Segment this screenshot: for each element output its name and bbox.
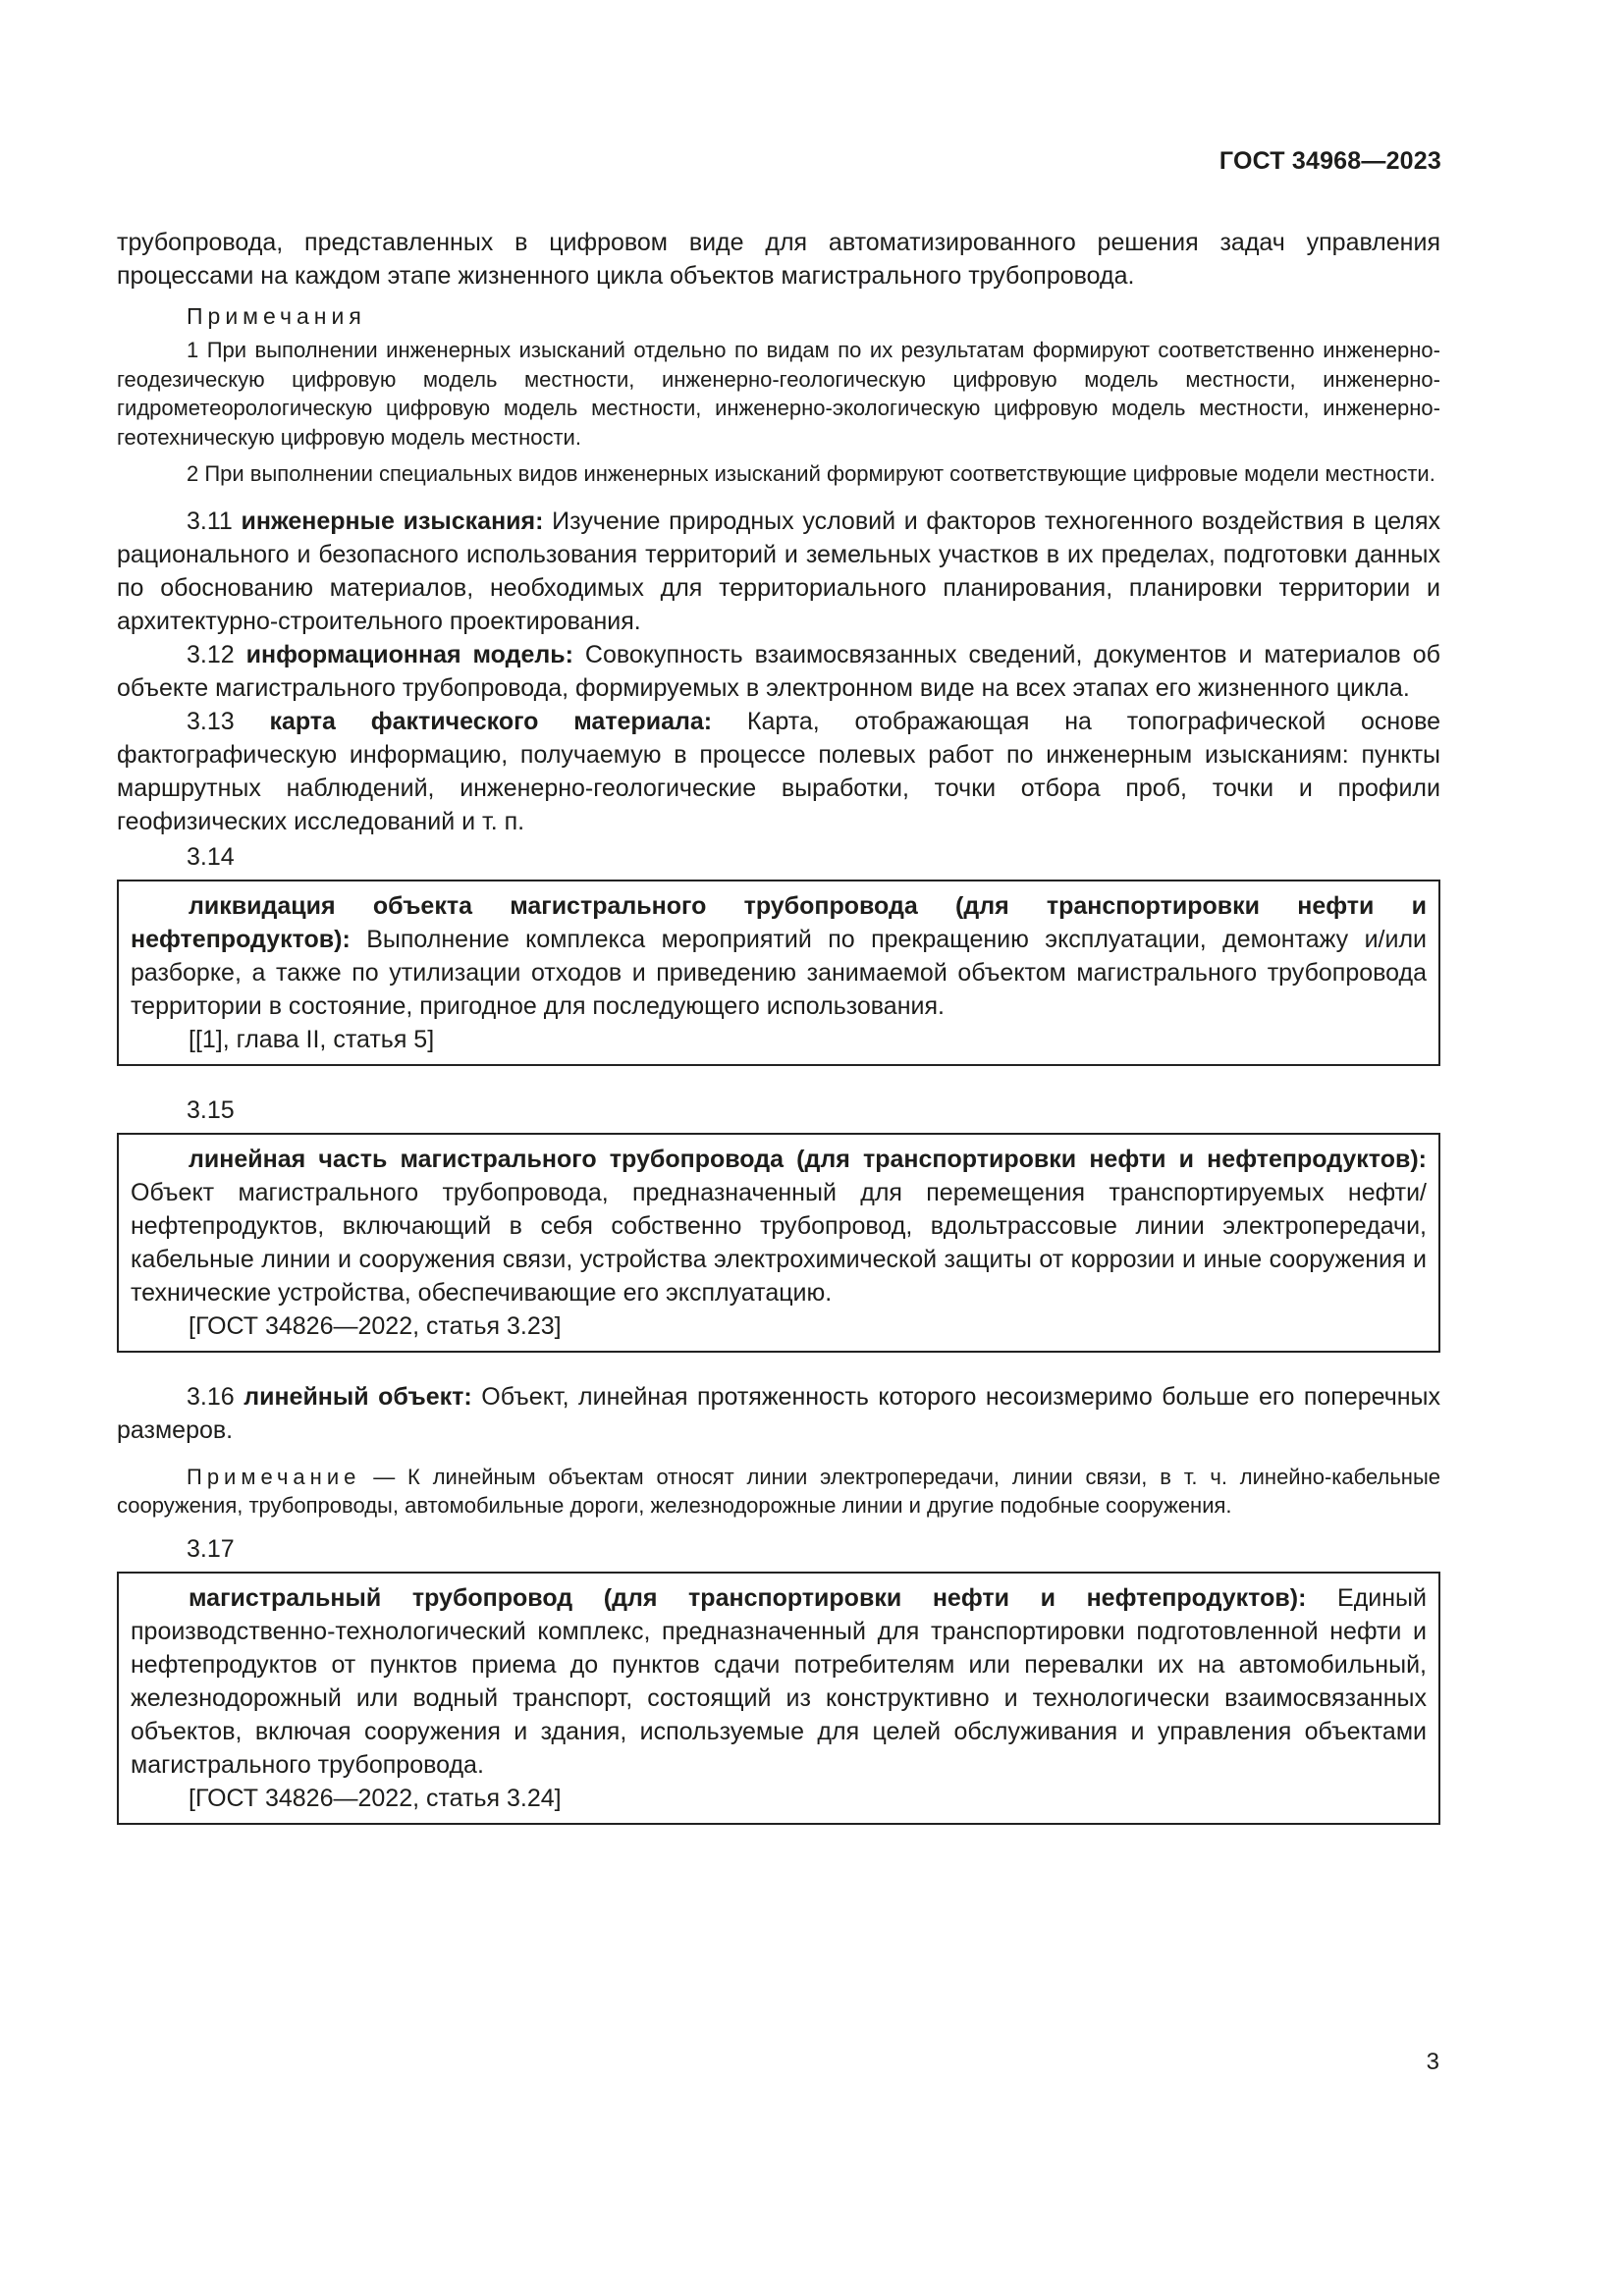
term-definition: Выполнение комплекса мероприятий по прекращению эксплуатации, демонтажу и/или разборке, а также по утилизации отходов и приведению занимаемой объектом магистрального трубопровода территории в состояние, пригодное для последующего использования. bbox=[131, 925, 1427, 1020]
term-source: [[1], глава II, статья 5] bbox=[189, 1025, 435, 1053]
term-title: информационная модель: bbox=[245, 640, 573, 668]
term-3-16 bbox=[117, 1380, 1440, 1447]
term-source: [ГОСТ 34826—2022, статья 3.23] bbox=[189, 1311, 562, 1340]
term-title: карта фактического материала: bbox=[269, 707, 713, 735]
term-title: линейный объект: bbox=[244, 1382, 472, 1411]
term-title: магистральный трубопровод (для транспортировки нефти и нефтепродуктов): bbox=[189, 1583, 1307, 1612]
term-number: 3.16 bbox=[187, 1382, 235, 1411]
term-number-3-17: 3.17 bbox=[187, 1534, 235, 1563]
term-definition: Объект, линейная протяженность которого несоизмеримо больше его поперечных размеров. bbox=[117, 1382, 1441, 1444]
term-source: [ГОСТ 34826—2022, статья 3.24] bbox=[189, 1784, 562, 1812]
term-3-13 bbox=[117, 705, 1440, 838]
term-definition: Карта, отображающая на топографической основе фактографическую информацию, получаемую в процессе полевых работ по инженерным изысканиям: пункты маршрутных наблюдений, инженерно-геологические выработки, точки отбора проб, точки и профили геофизических исследований и т. п. bbox=[117, 707, 1440, 835]
term-3-12 bbox=[117, 638, 1440, 705]
term-definition: Объект магистрального трубопровода, предназначенный для перемещения транспортируемых нефти/нефтепродуктов, включающий в себя собственно трубопровод, вдольтрассовые линии электропередачи, кабельные линии и сооружения связи, устройства электрохимической защиты от коррозии и иные сооружения и технические устройства, обеспечивающие его эксплуатацию. bbox=[131, 1178, 1427, 1307]
term-definition: Изучение природных условий и факторов техногенного воздействия в целях рационального и безопасного использования территорий и земельных участков в их пределах, подготовки данных по обоснованию материалов, необходимых для территориального планирования, планировки территории и архитектурно-строительного проектирования. bbox=[117, 507, 1440, 635]
term-number-3-15: 3.15 bbox=[187, 1095, 235, 1124]
term-3-11 bbox=[117, 505, 1440, 638]
term-title: линейная часть магистрального трубопровода (для транспортировки нефти и нефтепродуктов): bbox=[189, 1145, 1427, 1173]
term-number: 3.13 bbox=[187, 707, 235, 735]
note-item-2: 2 При выполнении специальных видов инженерных изысканий формируют соответствующие цифровые модели местности. bbox=[187, 461, 1435, 486]
note-3-16 bbox=[117, 1463, 1440, 1521]
term-box-3-14 bbox=[117, 880, 1440, 1066]
note-label: Примечание bbox=[187, 1464, 361, 1489]
page-content bbox=[117, 226, 1440, 1825]
term-title: инженерные изыскания: bbox=[241, 507, 544, 535]
term-definition: Совокупность взаимосвязанных сведений, документов и материалов об объекте магистрального трубопровода, формируемых в электронном виде на всех этапах его жизненного цикла. bbox=[117, 640, 1440, 702]
document-code-header: ГОСТ 34968—2023 bbox=[1218, 147, 1441, 175]
intro-paragraph: трубопровода, представленных в цифровом виде для автоматизированного решения задач управления процессами на каждом этапе жизненного цикла объектов магистрального трубопровода. bbox=[117, 229, 1440, 290]
term-box-3-15 bbox=[117, 1133, 1440, 1353]
note-body: — К линейным объектам относят линии электропередачи, линии связи, в т. ч. линейно-кабельные сооружения, трубопроводы, автомобильные дороги, железнодорожные линии и другие подобные сооружения. bbox=[117, 1464, 1440, 1518]
term-box-3-17 bbox=[117, 1572, 1440, 1825]
note-item-1: 1 При выполнении инженерных изысканий отдельно по видам по их результатам формируют соответственно инженерно-геодезическую цифровую модель местности, инженерно-геологическую цифровую модель местности, инженерно-гидрометеорологическую цифровую модель местности, инженерно-экологическую цифровую модель местности, инженерно-геотехническую цифровую модель местности. bbox=[117, 338, 1440, 450]
notes-title: Примечания bbox=[187, 303, 366, 329]
term-number: 3.11 bbox=[187, 507, 233, 535]
term-definition: Единый производственно-технологический комплекс, предназначенный для транспортировки подготовленной нефти и нефтепродуктов от пунктов приема до пунктов сдачи потребителям или перевалки их на автомобильный, железнодорожный или водный транспорт, состоящий из конструктивно и технологически взаимосвязанных объектов, включая сооружения и здания, используемые для целей обслуживания и управления объектами магистрального трубопровода. bbox=[131, 1583, 1427, 1779]
term-title: ликвидация объекта магистрального трубопровода (для транспортировки нефти и нефтепродуктов): bbox=[131, 891, 1427, 953]
page-number: 3 bbox=[1426, 2049, 1439, 2075]
term-number: 3.12 bbox=[187, 640, 235, 668]
term-number-3-14: 3.14 bbox=[187, 842, 235, 871]
